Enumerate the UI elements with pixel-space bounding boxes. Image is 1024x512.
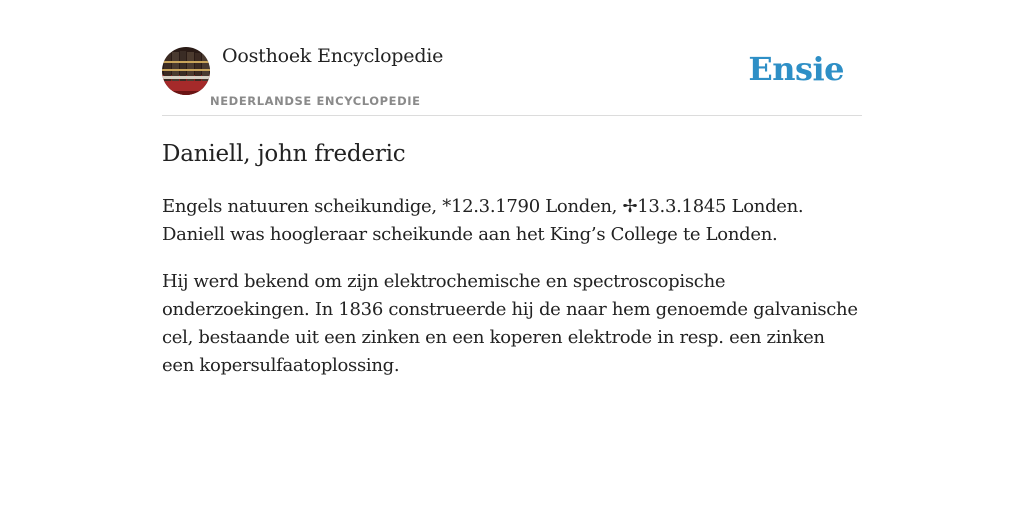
brand-logo[interactable]: Ensie (748, 50, 844, 88)
source-name[interactable]: Oosthoek Encyclopedie (222, 45, 444, 67)
source-avatar[interactable] (162, 47, 210, 95)
source-subtitle: NEDERLANDSE ENCYCLOPEDIE (210, 94, 421, 108)
entry-paragraph: Hij werd bekend om zijn elektrochemische en spectroscopische onderzoekingen. In 1836 construeerde hij de naar hem genoemde galvanische cel, bestaande uit een zinken en een koperen elektrode in resp. een zinken een kopersulfaatoplossing. (162, 271, 858, 376)
source-header (162, 38, 862, 116)
entry-body (162, 193, 862, 380)
entry-title: Daniell, john frederic (162, 141, 406, 167)
book-spines-icon (162, 47, 210, 95)
entry (162, 138, 862, 399)
entry-paragraph: Engels natuuren scheikundige, *12.3.1790 Londen, ✢13.3.1845 Londen. Daniell was hoogleraar scheikunde aan het King’s College te Londen. (162, 196, 804, 245)
